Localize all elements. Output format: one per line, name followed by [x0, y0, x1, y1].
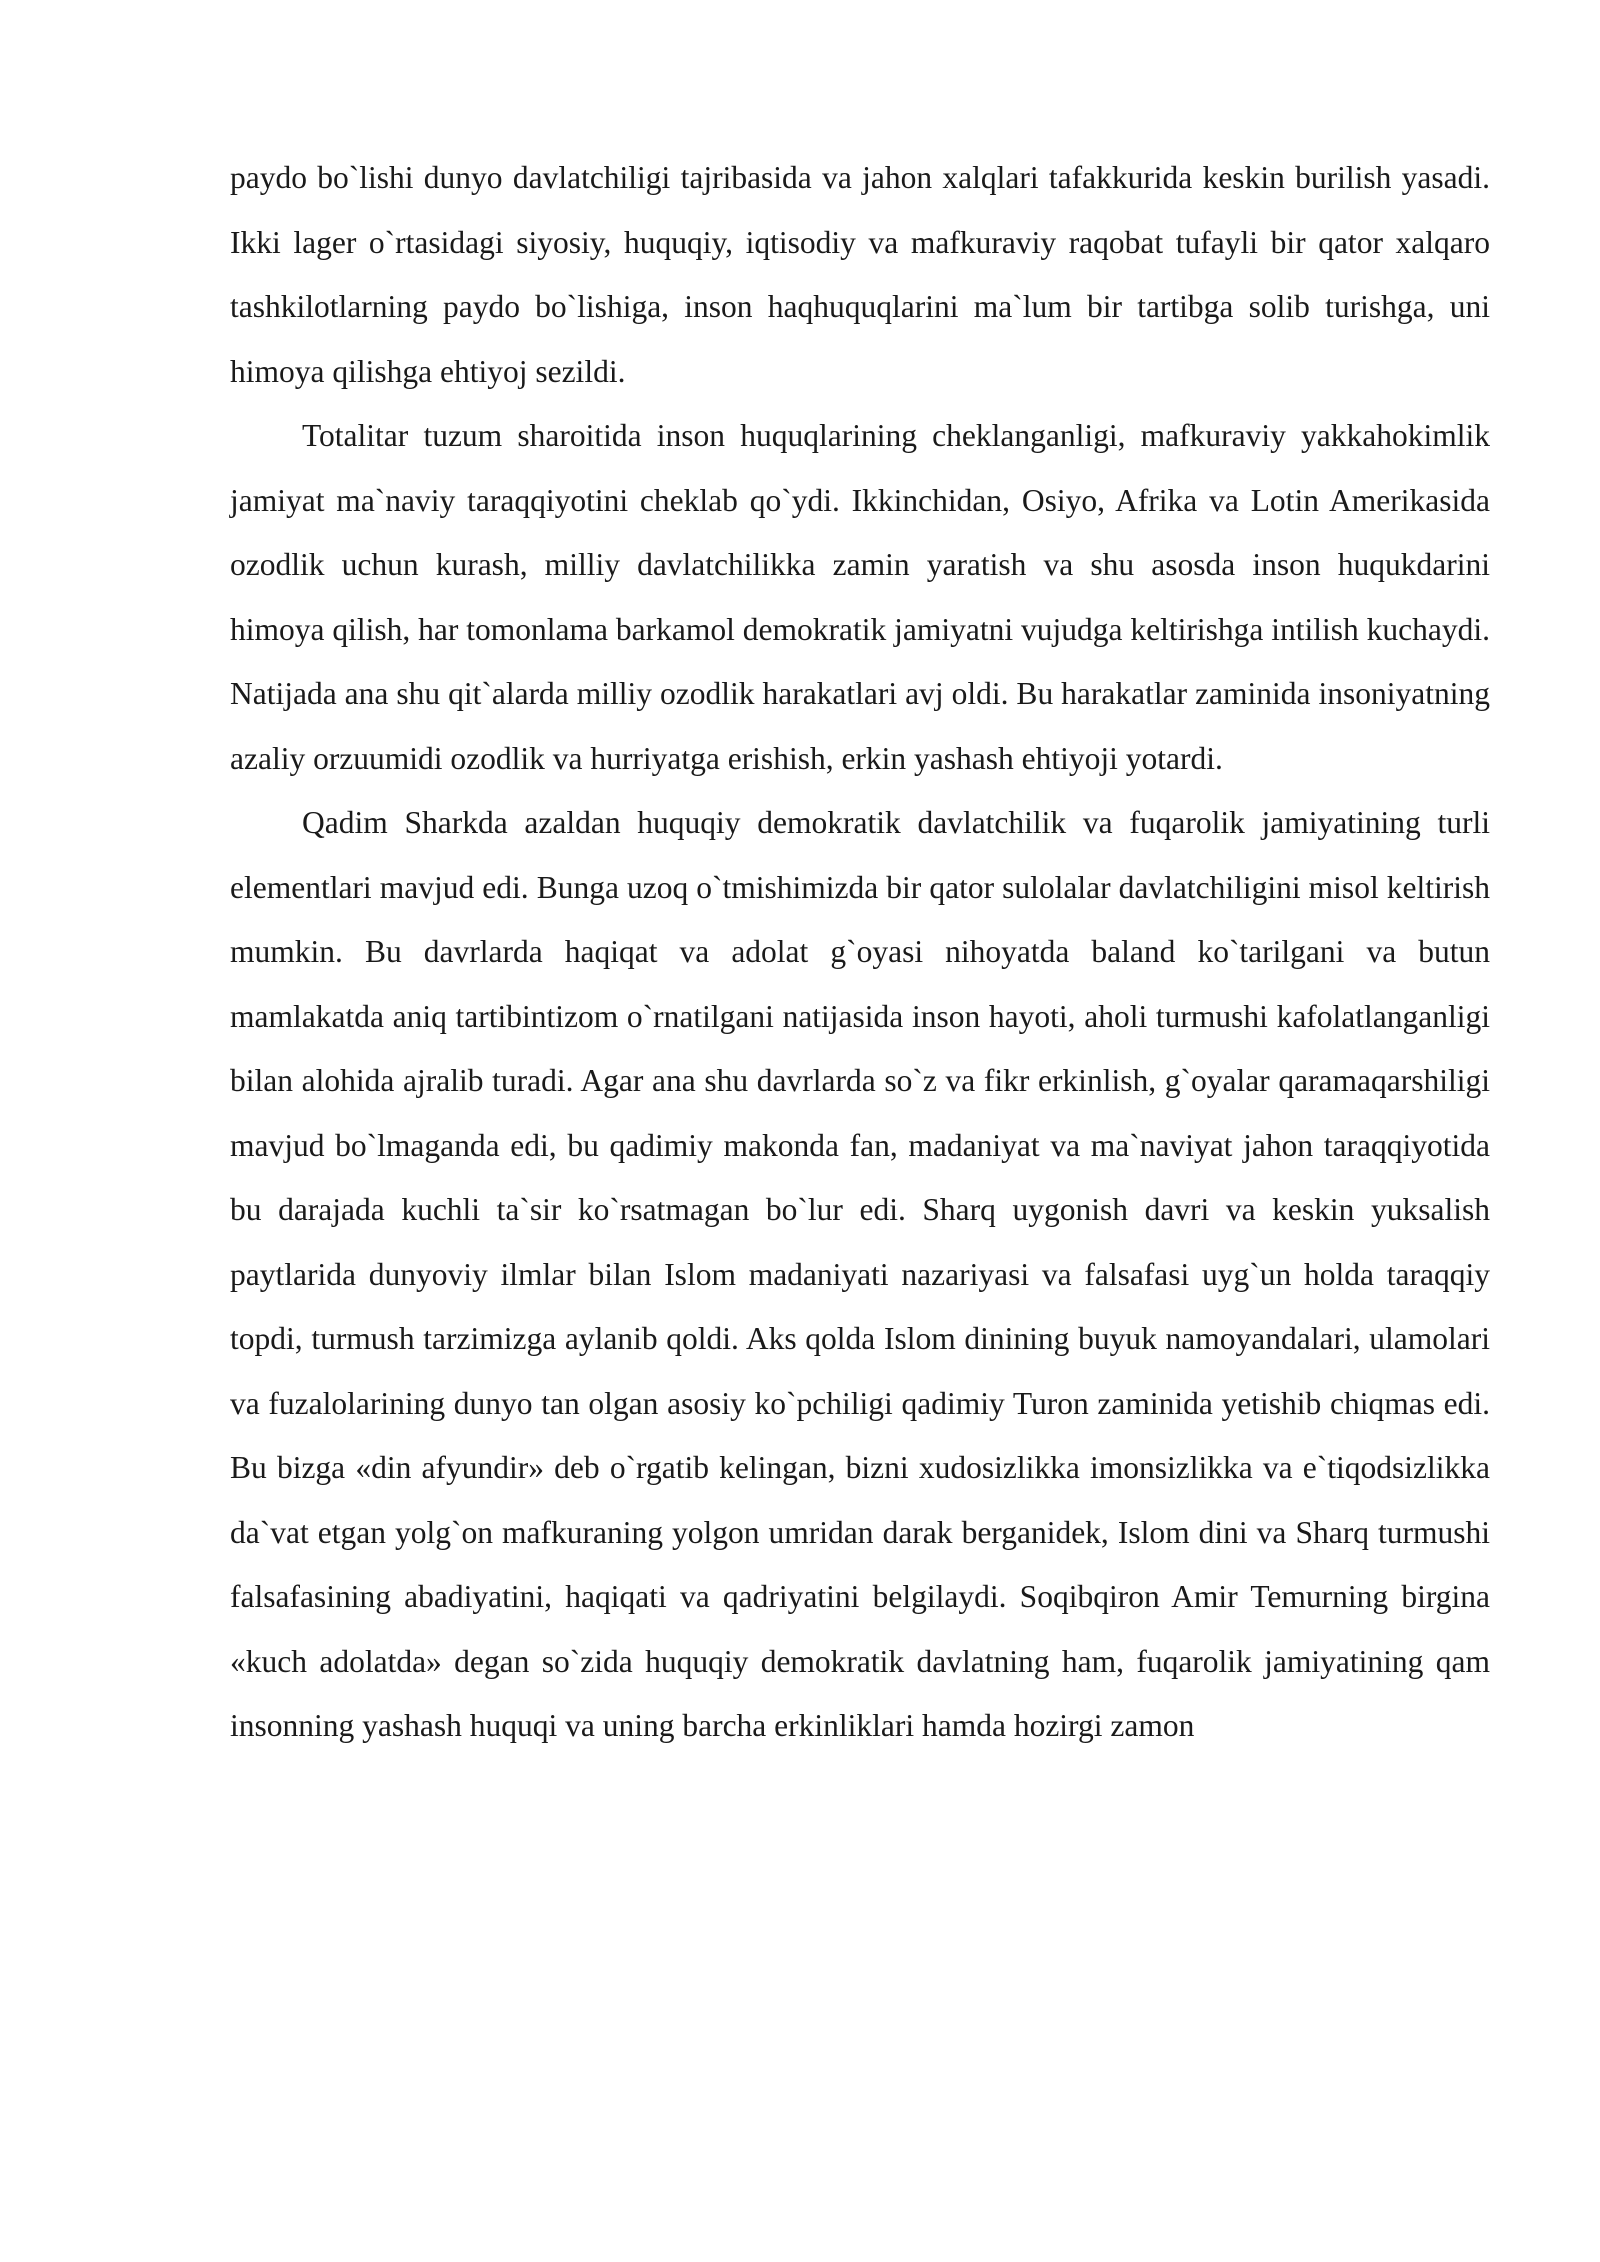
paragraph-1: paydo bo`lishi dunyo davlatchiligi tajribasida va jahon xalqlari tafakkurida keskin burilish yasadi. Ikki lager o`rtasidagi siyosiy, huquqiy, iqtisodiy va mafkuraviy raqobat tufayli bir qator xalqaro tashkilotlarning paydo bo`lishiga, inson haqhuquqlarini ma`lum bir tartibga solib turishga, uni himoya qilishga ehtiyoj sezildi. — [230, 160, 1490, 389]
paragraph-2: Totalitar tuzum sharoitida inson huquqlarining cheklanganligi, mafkuraviy yakkahokimlik jamiyat ma`naviy taraqqiyotini cheklab qo`ydi. Ikkinchidan, Osiyo, Afrika va Lotin Amerikasida ozodlik uchun kurash, milliy davlatchilikka zamin yaratish va shu asosda inson huqukdarini himoya qilish, har tomonlama barkamol demokratik jamiyatni vujudga keltirishga intilish kuchaydi. Natijada ana shu qit`alarda milliy ozodlik harakatlari avj oldi. Bu harakatlar zaminida insoniyatning azaliy orzuumidi ozodlik va hurriyatga erishish, erkin yashash ehtiyoji yotardi. — [230, 418, 1490, 776]
paragraph-3: Qadim Sharkda azaldan huquqiy demokratik davlatchilik va fuqarolik jamiyatining turli elementlari mavjud edi. Bunga uzoq o`tmishimizda bir qator sulolalar davlatchiligini misol keltirish mumkin. Bu davrlarda haqiqat va adolat g`oyasi nihoyatda baland ko`tarilgani va butun mamlakatda aniq tartibintizom o`rnatilgani natijasida inson hayoti, aholi turmushi kafolatlanganligi bilan alohida ajralib turadi. Agar ana shu davrlarda so`z va fikr erkinlish, g`oyalar qaramaqarshiligi mavjud bo`lmaganda edi, bu qadimiy makonda fan, madaniyat va ma`naviyat jahon taraqqiyotida bu darajada kuchli ta`sir ko`rsatmagan bo`lur edi. Sharq uygonish davri va keskin yuksalish paytlarida dunyoviy ilmlar bilan Islom madaniyati nazariyasi va falsafasi uyg`un holda taraqqiy topdi, turmush tarzimizga aylanib qoldi. Aks qolda Islom dinining buyuk namoyandalari, ulamolari va fuzalolarining dunyo tan olgan asosiy ko`pchiligi qadimiy Turon zaminida yetishib chiqmas edi. Bu bizga «din afyundir» deb o`rgatib kelingan, bizni xudosizlikka imonsizlikka va e`tiqodsizlikka da`vat etgan yolg`on mafkuraning yolgon umridan darak berganidek, Islom dini va Sharq turmushi falsafasining abadiyatini, haqiqati va qadriyatini belgilaydi. Soqibqiron Amir Temurning birgina «kuch adolatda» degan so`zida huquqiy demokratik davlatning ham, fuqarolik jamiyatining qam insonning yashash huquqi va uning barcha erkinliklari hamda hozirgi zamon — [230, 805, 1490, 1743]
document-page — [230, 146, 1490, 1759]
